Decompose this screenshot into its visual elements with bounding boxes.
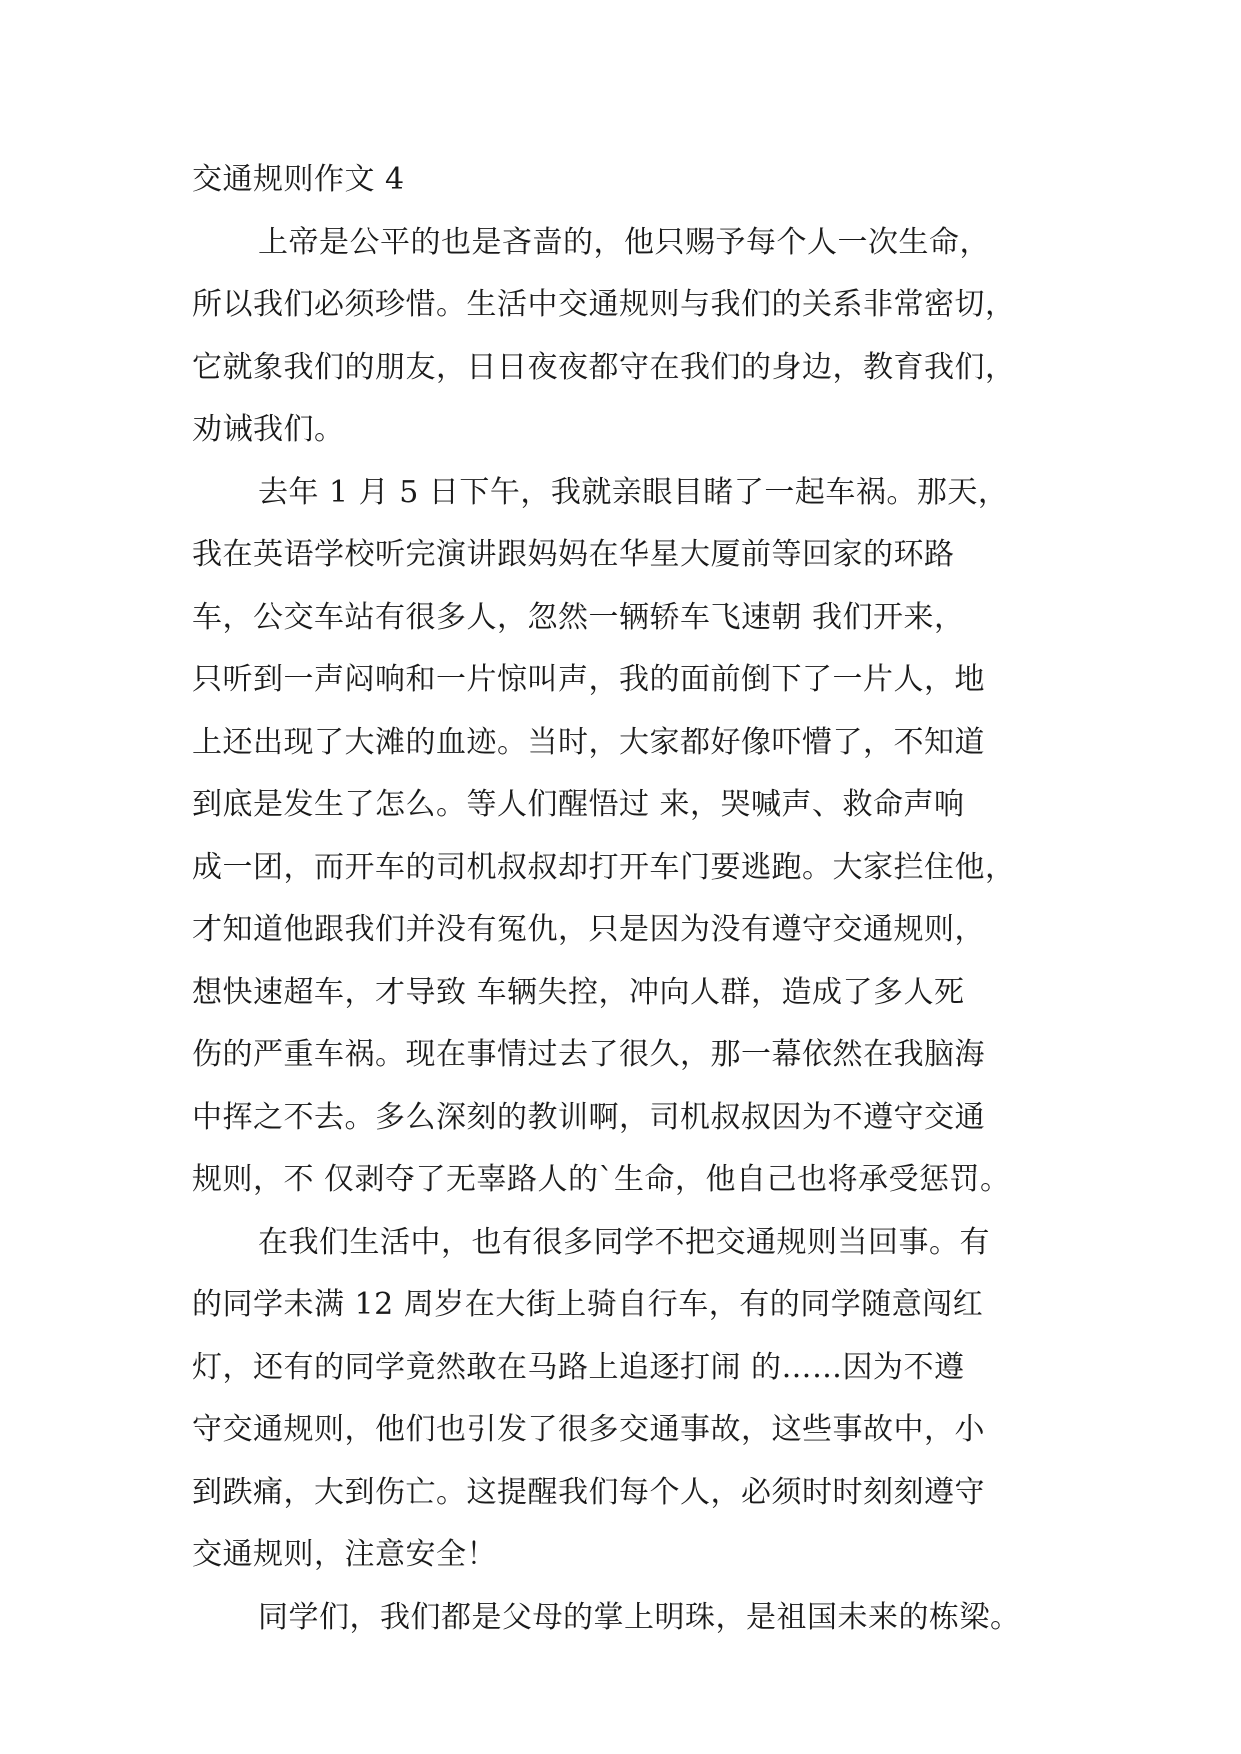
text-line: 它就象我们的朋友，日日夜夜都守在我们的身边，教育我们，: [192, 350, 1016, 385]
text-line: 规则，不 仅剥夺了无辜路人的`生命，他自己也将承受惩罚。: [192, 1162, 1011, 1197]
text-line: 所以我们必须珍惜。生活中交通规则与我们的关系非常密切，: [192, 287, 1016, 322]
text-line: 交通规则，注意安全！: [192, 1537, 497, 1572]
text-line: 灯，还有的同学竟然敢在马路上追逐打闹 的……因为不遵: [192, 1350, 965, 1385]
text-line: 才知道他跟我们并没有冤仇，只是因为没有遵守交通规则，: [192, 912, 985, 947]
text-line: 守交通规则，他们也引发了很多交通事故，这些事故中，小: [192, 1412, 985, 1447]
text-line: 的同学未满 12 周岁在大街上骑自行车，有的同学随意闯红: [192, 1287, 984, 1322]
text-line: 只听到一声闷响和一片惊叫声，我的面前倒下了一片人，地: [192, 662, 985, 697]
text-line: 去年 1 月 5 日下午，我就亲眼目睹了一起车祸。那天，: [258, 475, 1009, 510]
text-line: 到跌痛，大到伤亡。这提醒我们每个人，必须时时刻刻遵守: [192, 1475, 985, 1510]
text-line: 车，公交车站有很多人，忽然一辆轿车飞速朝 我们开来，: [192, 600, 965, 635]
text-line: 同学们，我们都是父母的掌上明珠，是祖国未来的栋梁。: [258, 1600, 1021, 1635]
text-line: 上帝是公平的也是吝啬的，他只赐予每个人一次生命，: [258, 225, 990, 260]
text-line: 劝诫我们。: [192, 412, 345, 447]
text-line: 上还出现了大滩的血迹。当时，大家都好像吓懵了，不知道: [192, 725, 985, 760]
text-line: 到底是发生了怎么。等人们醒悟过 来，哭喊声、救命声响: [192, 787, 965, 822]
text-line: 中挥之不去。多么深刻的教训啊，司机叔叔因为不遵守交通: [192, 1100, 985, 1135]
text-line: 在我们生活中，也有很多同学不把交通规则当回事。有: [258, 1225, 990, 1260]
text-line: 成一团，而开车的司机叔叔却打开车门要逃跑。大家拦住他，: [192, 850, 1016, 885]
document-title: 交通规则作文 4: [192, 162, 405, 197]
text-line: 我在英语学校听完演讲跟妈妈在华星大厦前等回家的环路: [192, 537, 955, 572]
text-line: 想快速超车，才导致 车辆失控，冲向人群，造成了多人死: [192, 975, 965, 1010]
text-line: 伤的严重车祸。现在事情过去了很久，那一幕依然在我脑海: [192, 1037, 985, 1072]
